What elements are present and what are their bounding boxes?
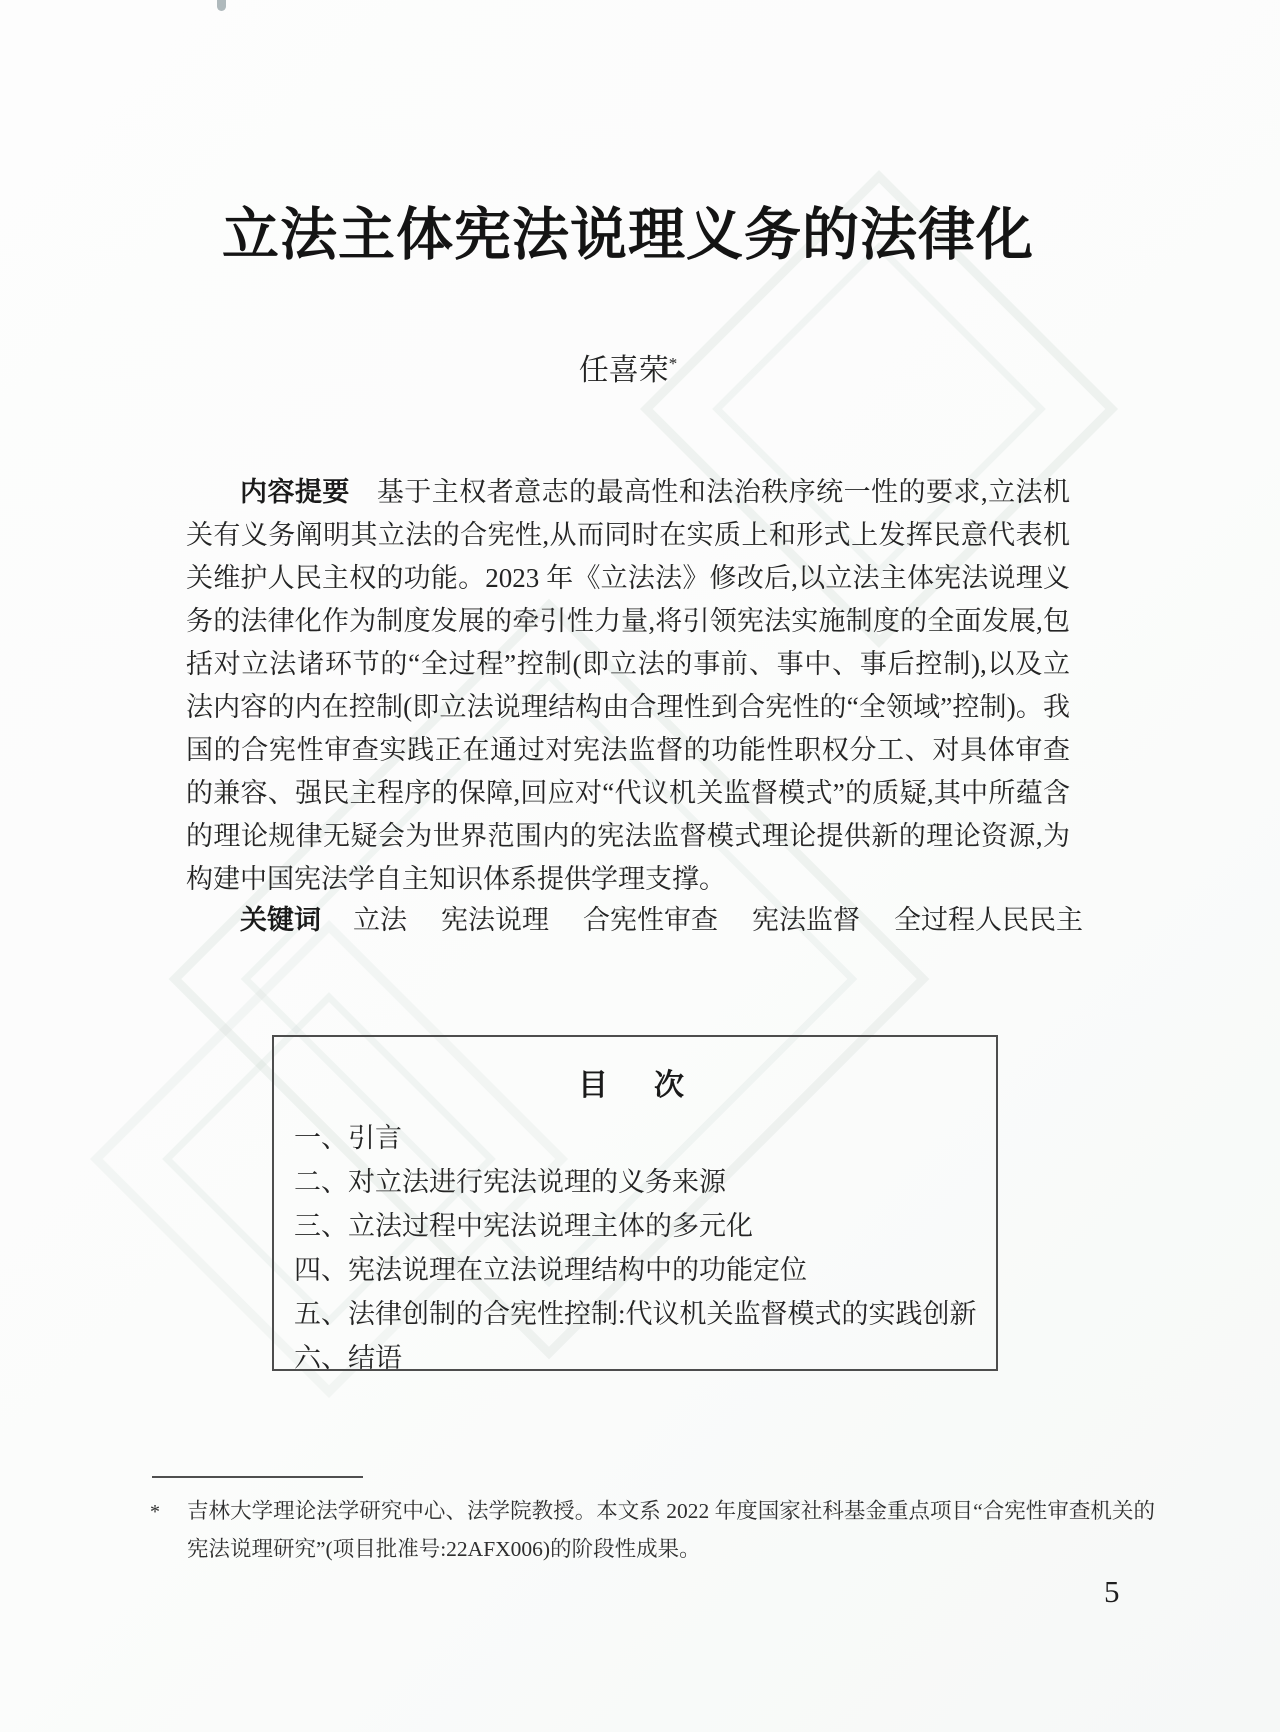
abstract-paragraph bbox=[186, 471, 1070, 901]
toc-item: 四、宪法说理在立法说理结构中的功能定位 bbox=[294, 1255, 807, 1285]
author-name: 任喜荣 bbox=[578, 354, 669, 387]
scan-artifact-dot bbox=[217, 0, 226, 11]
toc-item: 六、结语 bbox=[294, 1343, 402, 1373]
keyword: 全过程人民民主 bbox=[894, 905, 1083, 935]
footnote bbox=[150, 1492, 1155, 1568]
toc-box bbox=[272, 1035, 998, 1371]
toc-item: 三、立法过程中宪法说理主体的多元化 bbox=[294, 1211, 753, 1241]
keywords-line bbox=[186, 899, 1083, 942]
toc-title: 目 次 bbox=[578, 1069, 692, 1102]
page-title: 立法主体宪法说理义务的法律化 bbox=[222, 204, 1034, 267]
toc-item: 五、法律创制的合宪性控制:代议机关监督模式的实践创新 bbox=[294, 1299, 977, 1329]
toc-item: 一、引言 bbox=[294, 1123, 402, 1153]
keyword: 宪法监督 bbox=[752, 905, 860, 935]
toc-list bbox=[274, 1116, 996, 1380]
keyword: 宪法说理 bbox=[441, 905, 549, 935]
toc-item: 二、对立法进行宪法说理的义务来源 bbox=[294, 1167, 726, 1197]
footnote-marker: * bbox=[150, 1501, 160, 1523]
abstract-text: 基于主权者意志的最高性和法治秩序统一性的要求,立法机关有义务阐明其立法的合宪性,从而同时在实质上和形式上发挥民意代表机关维护人民主权的功能。2023 年《立法法》修改后,以立法主体宪法说理义务的法律化作为制度发展的牵引性力量,将引领宪法实施制度的全面发展,包括对立法诸环节的“全过程”控制(即立法的事前、事中、事后控制),以及立法内容的内在控制(即立法说理结构由合理性到合宪性的“全领域”控制)。我国的合宪性审查实践正在通过对宪法监督的功能性职权分工、对具体审查的兼容、强民主程序的保障,回应对“代议机关监督模式”的质疑,其中所蕴含的理论规律无疑会为世界范围内的宪法监督模式理论提供新的理论资源,为构建中国宪法学自主知识体系提供学理支撑。 bbox=[186, 477, 1070, 894]
author-line bbox=[185, 347, 1071, 395]
abstract-label: 内容提要 bbox=[240, 477, 350, 507]
author-footnote-marker: * bbox=[668, 354, 678, 373]
footnote-text: 吉林大学理论法学研究中心、法学院教授。本文系 2022 年度国家社科基金重点项目“合宪性审查机关的宪法说理研究”(项目批准号:22AFX006)的阶段性成果。 bbox=[187, 1499, 1155, 1561]
keyword: 立法 bbox=[353, 905, 407, 935]
keywords-list bbox=[353, 905, 1083, 935]
keywords-label: 关键词 bbox=[240, 905, 321, 935]
footnote-divider bbox=[152, 1476, 363, 1478]
keyword: 合宪性审查 bbox=[583, 905, 718, 935]
page-number: 5 bbox=[1104, 1574, 1120, 1609]
